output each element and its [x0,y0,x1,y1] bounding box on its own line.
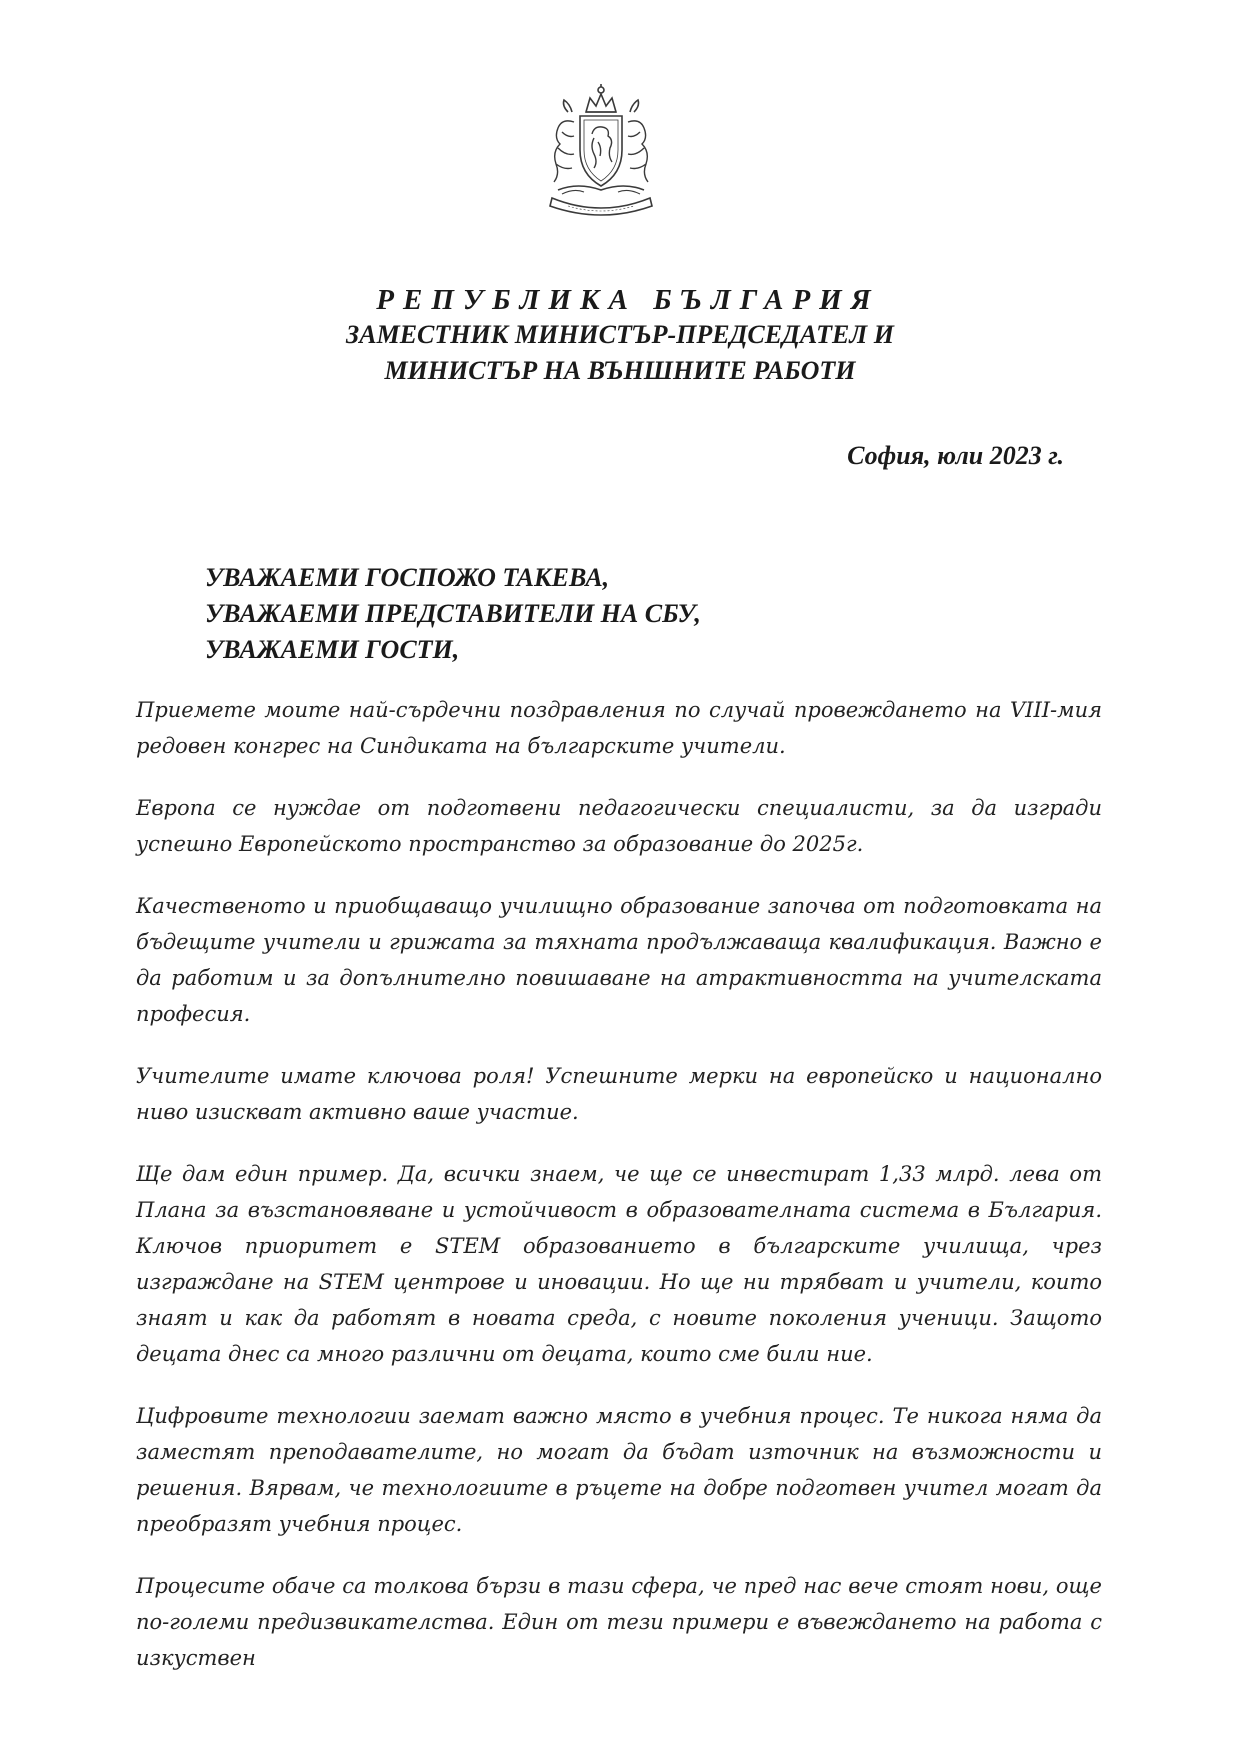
body-paragraph: Качественото и приобщаващо училищно образование започва от подготовката на бъдещите учители и грижата за тяхната продължаваща квалификация. Важно е да работим и за допълнително повишаване на атрактивността на учителската професия. [136,894,1102,1026]
salutation-line: УВАЖАЕМИ ПРЕДСТАВИТЕЛИ НА СБУ, [205,599,701,628]
letterhead [0,283,1240,389]
body-paragraph: Цифровите технологии заемат важно място в учебния процес. Те никога няма да заместят преподавателите, но могат да бъдат източник на възможности и решения. Вярвам, че технологиите в ръцете на добре подготвен учител могат да преобразят учебния процес. [136,1404,1102,1536]
letter-body [136,692,1102,1702]
place-and-date: София, юли 2023 г. [847,441,1064,470]
office-title-line-2: МИНИСТЪР НА ВЪНШНИТЕ РАБОТИ [384,356,856,385]
coat-of-arms-icon [528,82,674,220]
body-paragraph: Учителите имате ключова роля! Успешните мерки на европейско и национално ниво изискват активно ваше участие. [136,1064,1102,1124]
salutation-line: УВАЖАЕМИ ГОСПОЖО ТАКЕВА, [205,563,610,592]
country-title: РЕПУБЛИКА БЪЛГАРИЯ [376,284,880,316]
body-paragraph: Ще дам един пример. Да, всички знаем, че ще се инвестират 1,33 млрд. лева от Плана за възстановяване и устойчивост в образователната система в България. Ключов приоритет е STEM образованието в българските училища, чрез изграждане на STEM центрове и иновации. Но ще ни трябват и учители, които знаят и как да работят в новата среда, с новите поколения ученици. Защото децата днес са много различни от децата, които сме били ние. [136,1162,1102,1366]
body-paragraph: Процесите обаче са толкова бързи в тази сфера, че пред нас вече стоят нови, още по-големи предизвикателства. Един от тези примери е въвеждането на работа с изкуствен [136,1574,1102,1670]
salutation-line: УВАЖАЕМИ ГОСТИ, [205,635,460,664]
salutation [205,560,701,668]
body-paragraph: Приемете моите най-сърдечни поздравления по случай провеждането на VIII-мия редовен конгрес на Синдиката на българските учители. [136,698,1102,758]
office-title-line-1: ЗАМЕСТНИК МИНИСТЪР-ПРЕДСЕДАТЕЛ И [346,320,894,349]
body-paragraph: Европа се нуждае от подготвени педагогически специалисти, за да изгради успешно Европейското пространство за образование до 2025г. [136,796,1102,856]
